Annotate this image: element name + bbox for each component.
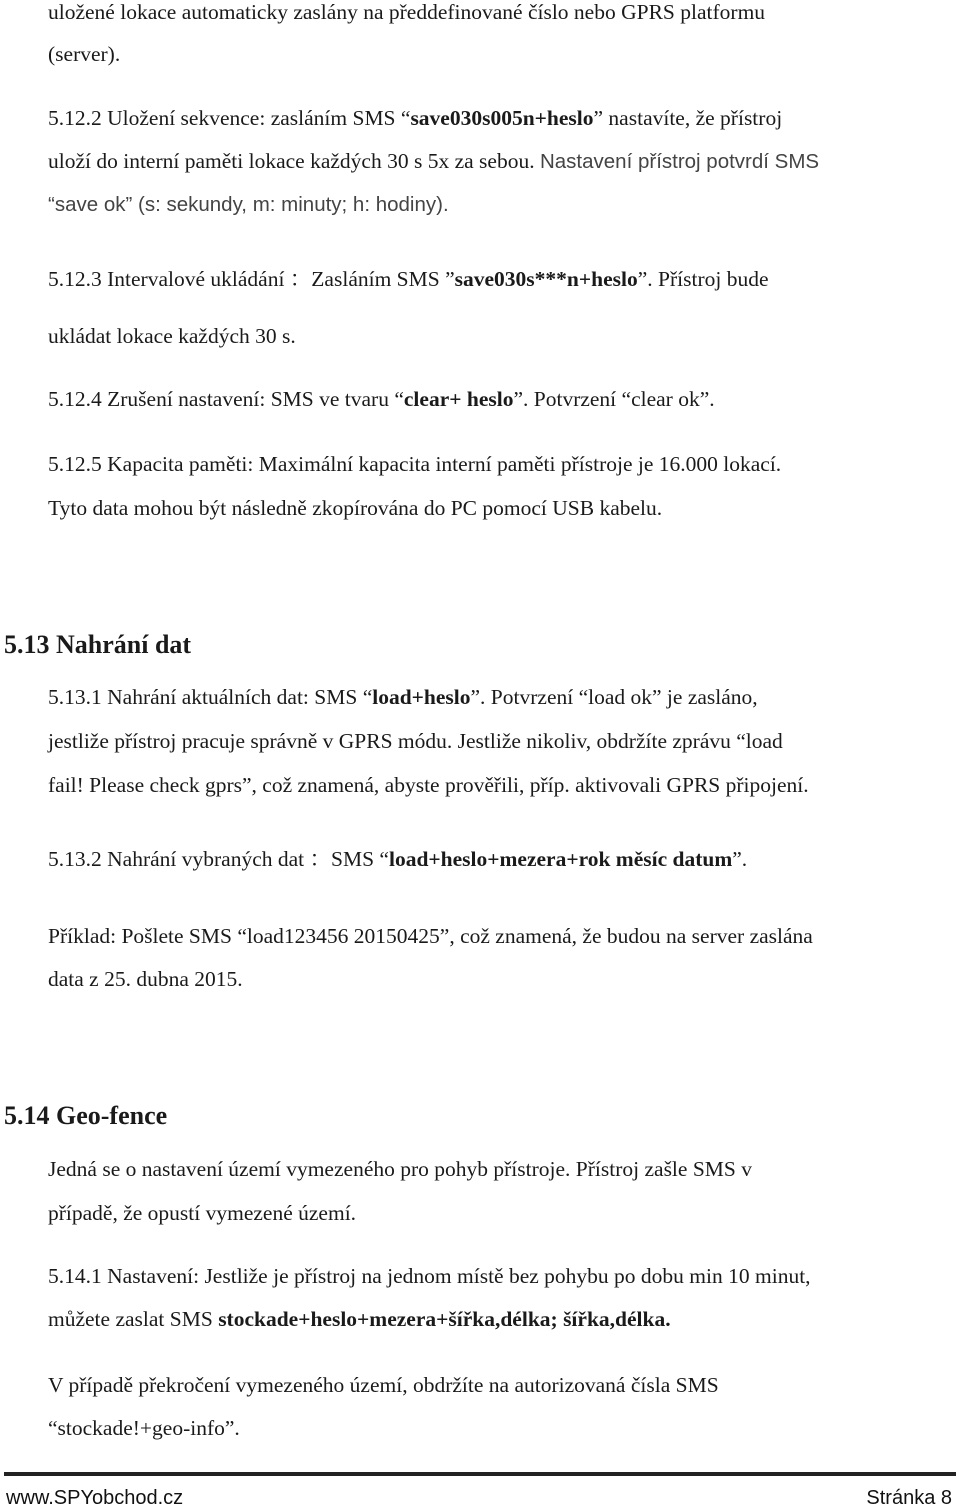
example-line-2: data z 25. dubna 2015.: [48, 967, 243, 991]
section-5-12-3-line-2: ukládat lokace každých 30 s.: [48, 324, 296, 348]
geo-fence-line-1: Jedná se o nastavení území vymezeného pro pohyb přístroje. Přístroj zašle SMS v: [48, 1157, 752, 1181]
exceed-line-2: “stockade!+geo-info”.: [48, 1416, 240, 1440]
section-5-14-1-line-2: můžete zaslat SMS stockade+heslo+mezera+šířka,délka; šířka,délka.: [48, 1307, 671, 1331]
paragraph-line: uložené lokace automaticky zaslány na předdefinované číslo nebo GPRS platformu: [48, 0, 766, 24]
section-5-12-2-line-1: 5.12.2 Uložení sekvence: zasláním SMS “save030s005n+heslo” nastavíte, že přístroj: [48, 106, 783, 130]
section-5-14-1-line-1: 5.14.1 Nastavení: Jestliže je přístroj na jednom místě bez pohybu po dobu min 10 minut,: [48, 1264, 811, 1288]
section-5-12-2-line-3: “save ok” (s: sekundy, m: minuty; h: hodiny).: [48, 193, 449, 216]
section-5-13-1-line-3: fail! Please check gprs”, což znamená, abyste prověřili, příp. aktivovali GPRS připojení.: [48, 773, 809, 797]
heading-5-14: 5.14 Geo-fence: [4, 1101, 168, 1130]
exceed-line-1: V případě překročení vymezeného území, obdržíte na autorizovaná čísla SMS: [48, 1373, 719, 1397]
section-5-13-2: 5.13.2 Nahrání vybraných dat ：SMS “load+heslo+mezera+rok měsíc datum”.: [48, 847, 748, 871]
section-5-12-5-line-1: 5.12.5 Kapacita paměti: Maximální kapacita interní paměti přístroje je 16.000 lokací.: [48, 452, 782, 476]
section-5-13-1-line-2: jestliže přístroj pracuje správně v GPRS módu. Jestliže nikoliv, obdržíte zprávu “load: [48, 729, 783, 753]
paragraph-line: (server).: [48, 42, 121, 66]
section-5-13-1-line-1: 5.13.1 Nahrání aktuálních dat: SMS “load+heslo”. Potvrzení “load ok” je zasláno,: [48, 685, 758, 709]
section-5-12-4: 5.12.4 Zrušení nastavení: SMS ve tvaru “clear+ heslo”. Potvrzení “clear ok”.: [48, 387, 715, 411]
example-line-1: Příklad: Pošlete SMS “load123456 20150425”, což znamená, že budou na server zaslána: [48, 924, 813, 948]
footer-divider: [4, 1472, 956, 1476]
section-5-12-5-line-2: Tyto data mohou být následně zkopírována do PC pomocí USB kabelu.: [48, 496, 663, 520]
footer-page-number: Stránka 8: [866, 1487, 952, 1509]
geo-fence-line-2: případě, že opustí vymezené území.: [48, 1201, 357, 1225]
heading-5-13: 5.13 Nahrání dat: [4, 630, 192, 659]
section-5-12-3-line-1: 5.12.3 Intervalové ukládání ：Zasláním SMS ”save030s***n+heslo”. Přístroj bude: [48, 267, 769, 291]
footer-website-link[interactable]: www.SPYobchod.cz: [6, 1487, 184, 1509]
section-5-12-2-line-2: uloží do interní paměti lokace každých 30 s 5x za sebou. Nastavení přístroj potvrdí SMS: [48, 149, 820, 173]
